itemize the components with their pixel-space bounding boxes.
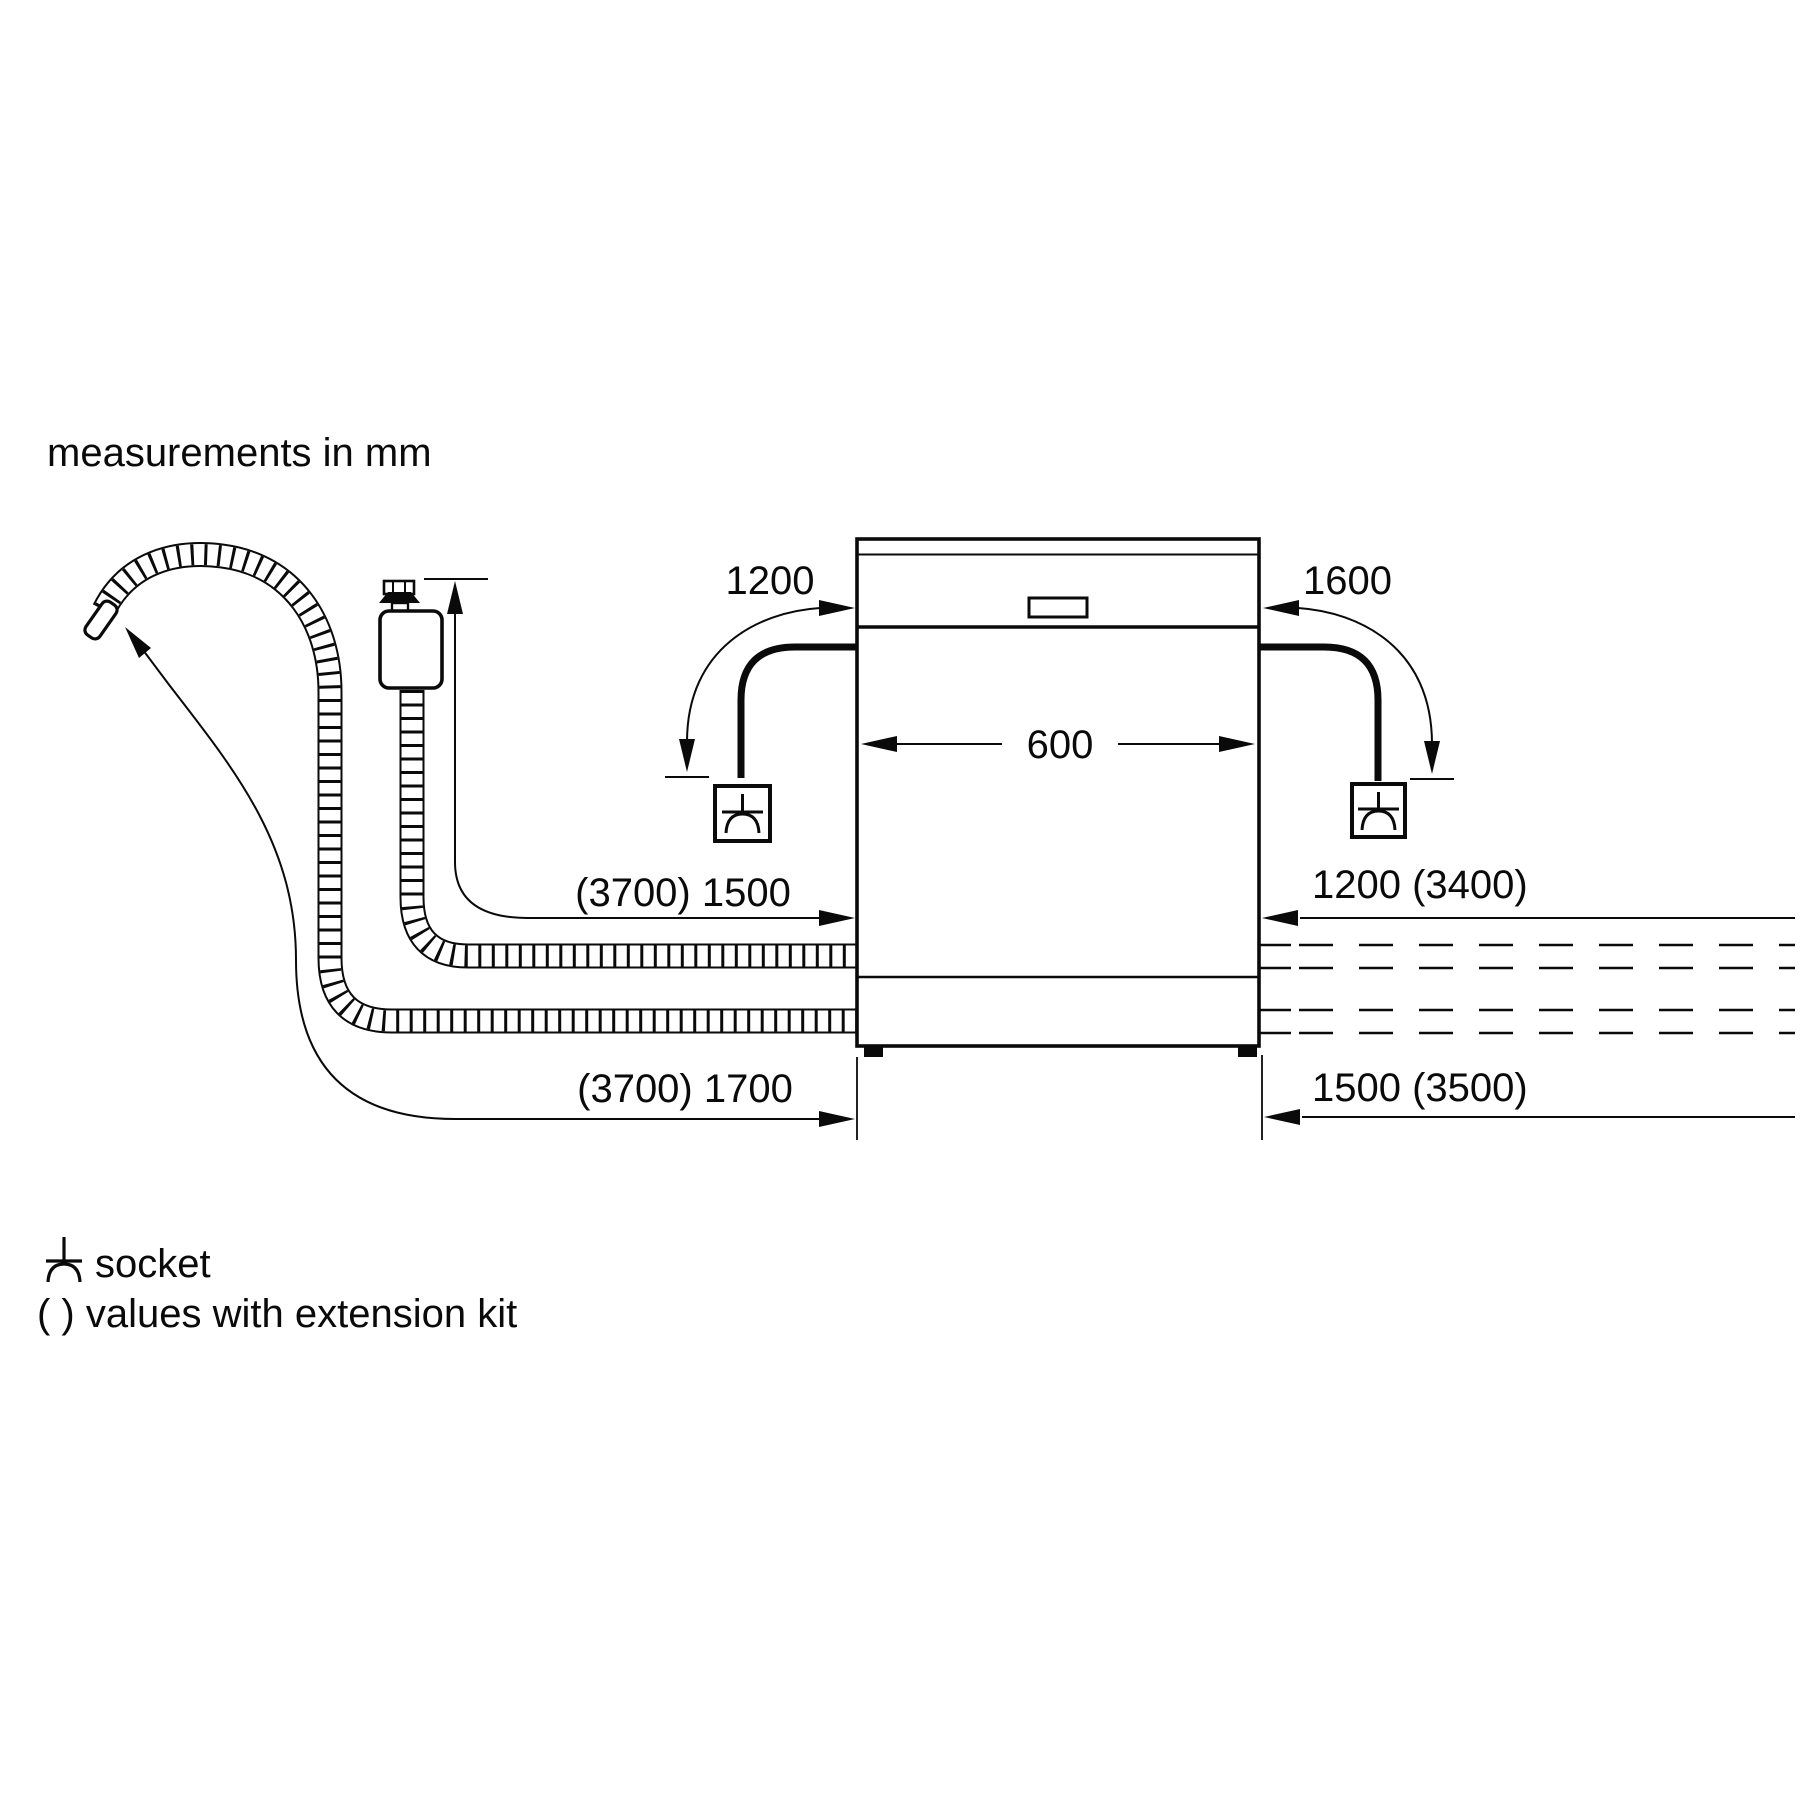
door-handle (1029, 598, 1087, 617)
dim-right-lower (1264, 1109, 1795, 1125)
drain-hose-end-fitting (83, 599, 120, 642)
dashed-hose-lines (1259, 945, 1795, 1033)
left-power-cord (741, 647, 857, 778)
label-supply-length: (3700) 1500 (575, 871, 791, 915)
legend-socket-label: socket (95, 1242, 211, 1286)
left-foot (864, 1046, 883, 1057)
label-1200-left: 1200 (725, 559, 815, 603)
label-600-width: 600 (1026, 723, 1094, 767)
label-right-upper: 1200 (3400) (1312, 863, 1528, 907)
legend-socket-icon (46, 1237, 82, 1282)
right-foot (1238, 1046, 1257, 1057)
dim-right-socket-arrow (1263, 600, 1454, 779)
legend-extension-label: ( ) values with extension kit (37, 1292, 518, 1336)
dim-right-upper (1262, 910, 1795, 926)
note-measurements: measurements in mm (47, 431, 432, 475)
left-socket-icon (715, 786, 770, 841)
tap-valve-icon (379, 581, 442, 688)
supply-hose (412, 690, 856, 956)
dim-left-socket-arrow (665, 600, 855, 777)
label-right-lower: 1500 (3500) (1312, 1066, 1528, 1110)
label-1600-right: 1600 (1303, 559, 1392, 603)
right-power-cord (1259, 647, 1378, 781)
dishwasher-outline (857, 539, 1259, 1057)
right-socket-icon (1352, 784, 1405, 837)
label-drain-length: (3700) 1700 (577, 1067, 793, 1111)
